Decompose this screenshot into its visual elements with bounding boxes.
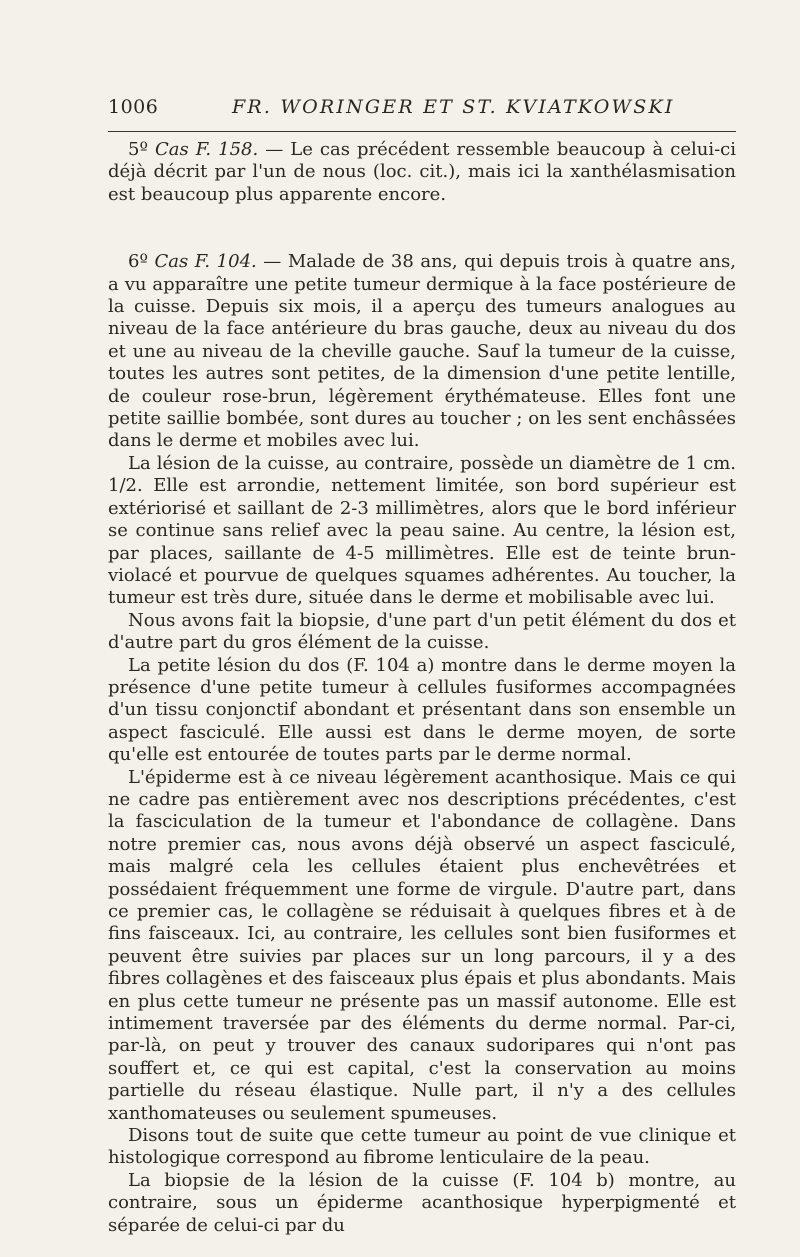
paragraph-text: — Malade de 38 ans, qui depuis trois à quatre ans, a vu apparaître une petite tumeur dermique à la face postérieure de la cuisse. Depuis six mois, il a aperçu des tumeurs analogues au niveau de la face antérieure du bras gauche, deux au niveau du dos et une au niveau de la cheville gauche. Sauf la tumeur de la cuisse, toutes les autres sont petites, de la dimension d'une petite lentille, de couleur rose-brun, légèrement érythémateuse. Elles font une petite saillie bombée, sont dures au toucher ; on les sent enchâssées dans le derme et mobiles avec lui. xyxy=(108,251,736,452)
paragraph: Nous avons fait la biopsie, d'une part d'un petit élément du dos et d'autre part du gros élément de la cuisse. xyxy=(108,609,736,654)
paragraph: L'épiderme est à ce niveau légèrement acanthosique. Mais ce qui ne cadre pas entièrement avec nos descriptions précédentes, c'est la fasciculation de la tumeur et l'abondance de collagène. Dans notre premier cas, nous avons déjà observé un aspect fasciculé, mais malgré cela les cellules étaient plus enchevêtrées et possédaient fréquemment une forme de virgule. D'autre part, dans ce premier cas, le collagène se réduisait à quelques fibres et à de fins faisceaux. Ici, au contraire, les cellules sont bien fusiformes et peuvent être suivies par places sur un long parcours, il y a des fibres collagènes et des faisceaux plus épais et plus abondants. Mais en plus cette tumeur ne présente pas un massif autonome. Elle est intimement traversée par des éléments du derme normal. Par-ci, par-là, on peut y trouver des canaux sudoripares qui n'ont pas souffert et, ce qui est capital, c'est la conservation au moins partielle du réseau élastique. Nulle part, il n'y a des cellules xanthomateuses ou seulement spumeuses. xyxy=(108,766,736,1124)
paragraph: Disons tout de suite que cette tumeur au point de vue clinique et histologique correspond au fibrome lenticulaire de la peau. xyxy=(108,1125,736,1169)
case-number: 6º xyxy=(128,251,148,273)
paragraph: La lésion de la cuisse, au contraire, possède un diamètre de 1 cm. 1/2. Elle est arrondie, nettement limitée, son bord supérieur est extériorisé et saillant de 2-3 millimètres, alors que le bord inférieur se continue sans relief avec la peau saine. Au centre, la lésion est, par places, saillante de 4-5 millimètres. Elle est de teinte brun-violacé et pourvue de quelques squames adhérentes. Au toucher, la tumeur est très dure, située dans le derme et mobilisable avec lui. xyxy=(108,452,736,609)
paragraph-case-6 xyxy=(108,251,736,453)
case-reference: Cas F. 104. xyxy=(154,251,257,273)
case-number: 5º xyxy=(128,139,148,160)
paragraph-text: — Le cas précédent ressemble beaucoup à celui-ci déjà décrit par l'un de nous (loc. cit.), mais ici la xanthélasmisation est beaucoup plus apparente encore. xyxy=(108,139,736,205)
running-head: FR. WORINGER ET ST. KVIATKOWSKI xyxy=(232,96,675,118)
paragraph: La petite lésion du dos (F. 104 a) montre dans le derme moyen la présence d'une petite tumeur à cellules fusiformes accompagnées d'un tissu conjonctif abondant et présentant dans son ensemble un aspect fasciculé. Elle aussi est dans le derme moyen, de sorte qu'elle est entourée de toutes parts par le derme normal. xyxy=(108,654,736,766)
body-text xyxy=(108,139,736,1237)
header-rule xyxy=(108,131,736,132)
paragraph-gap xyxy=(108,206,736,251)
page-header xyxy=(108,96,736,120)
paragraph: La biopsie de la lésion de la cuisse (F. 104 b) montre, au contraire, sous un épiderme acanthosique hyperpigmenté et séparée de celui-ci par du xyxy=(108,1169,736,1236)
page-number: 1006 xyxy=(108,96,159,118)
case-reference: Cas F. 158. xyxy=(154,139,259,160)
paragraph-case-5 xyxy=(108,139,736,206)
